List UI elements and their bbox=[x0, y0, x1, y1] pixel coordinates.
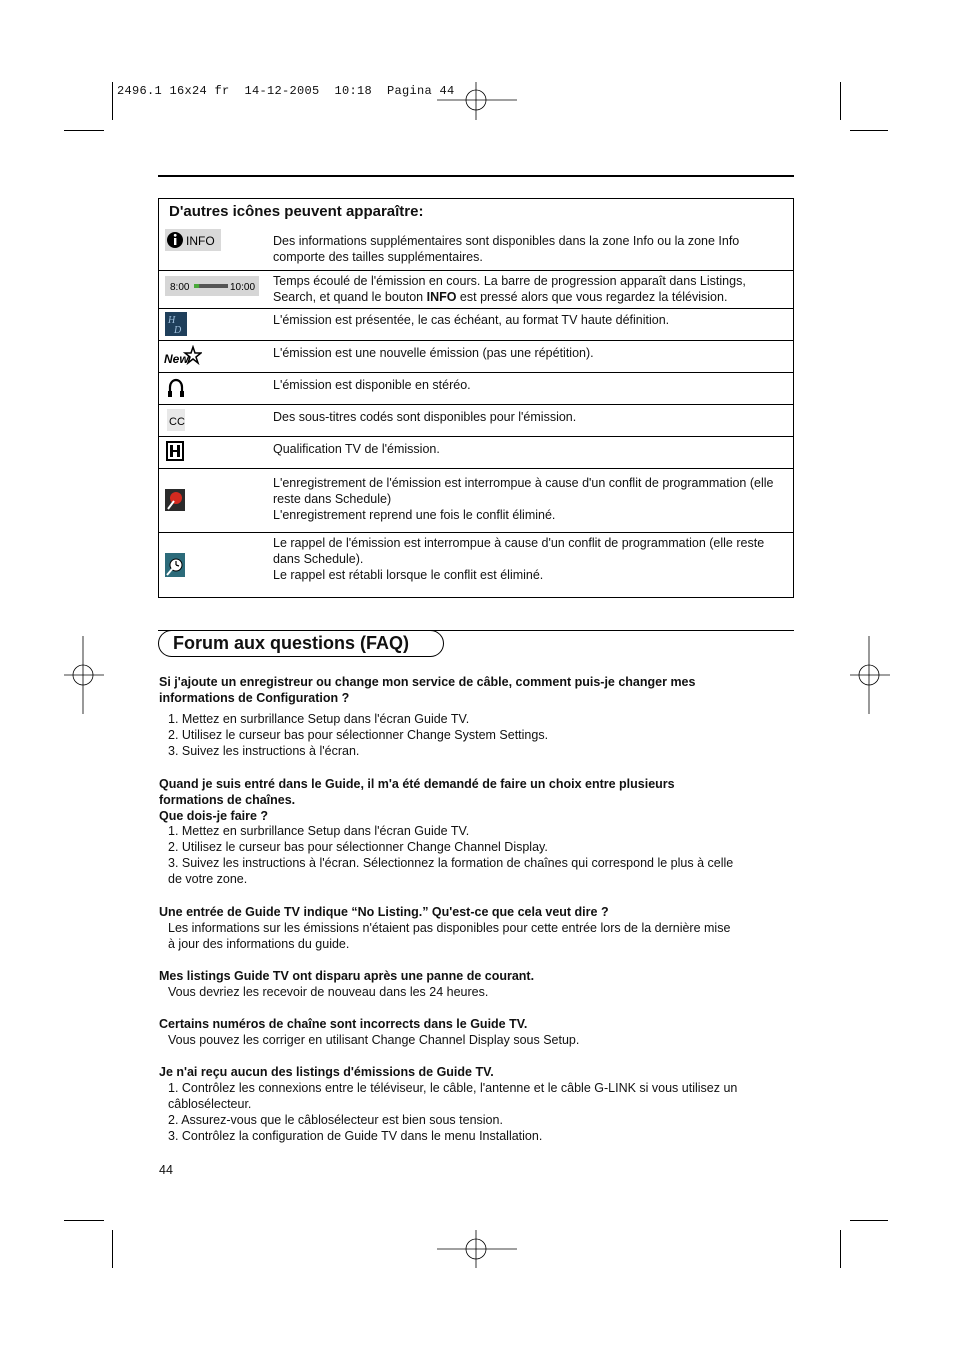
crop-mark bbox=[64, 1220, 104, 1221]
crop-mark bbox=[64, 130, 104, 131]
icon-row-text: Temps écoulé de l'émission en cours. La barre de progression apparaît dans Listings, Search, et quand le bouton INFO est pressé alors que vous regardez la télévision. bbox=[273, 274, 746, 304]
crop-mark bbox=[850, 1220, 888, 1221]
icon-row-text: Des informations supplémentaires sont disponibles dans la zone Info ou la zone Info comporte des tailles supplémentaires. bbox=[273, 234, 740, 264]
info-icon-label: INFO bbox=[186, 234, 215, 248]
registration-mark bbox=[437, 1230, 517, 1270]
faq-question: Je n'ai reçu aucun des listings d'émissions de Guide TV. bbox=[159, 1065, 494, 1079]
icon-row bbox=[159, 372, 793, 404]
icon-row-text: L'émission est disponible en stéréo. bbox=[273, 378, 471, 392]
faq-answer: 1. Contrôlez les connexions entre le téléviseur, le câble, l'antenne et le câble G-LINK si vous utilisez un câblosélecteur. 2. Assurez-vous que le câblosélecteur est bien sous tension. 3. Contrôlez la configuration de Guide TV dans le menu Installation. bbox=[168, 1081, 738, 1143]
cc-icon bbox=[167, 409, 185, 436]
reminder-conflict-icon bbox=[165, 553, 185, 582]
icon-row-text: L'émission est une nouvelle émission (pas une répétition). bbox=[273, 346, 594, 360]
top-rule bbox=[158, 175, 794, 177]
crop-mark bbox=[112, 82, 113, 120]
info-icon bbox=[165, 229, 221, 256]
icon-row bbox=[159, 270, 793, 308]
faq-answer: Vous devriez les recevoir de nouveau dans les 24 heures. bbox=[168, 985, 489, 999]
icon-row bbox=[159, 308, 793, 340]
faq-answer: Vous pouvez les corriger en utilisant Change Channel Display sous Setup. bbox=[168, 1033, 580, 1047]
crop-mark bbox=[840, 1230, 841, 1268]
icon-row-text: Le rappel de l'émission est interrompue à cause d'un conflit de programmation (elle reste dans Schedule). Le rappel est rétabli lorsque le conflit est éliminé. bbox=[273, 536, 765, 582]
progress-start-time: 8:00 bbox=[170, 282, 190, 293]
faq-question: Certains numéros de chaîne sont incorrects dans le Guide TV. bbox=[159, 1017, 528, 1031]
registration-mark bbox=[850, 636, 890, 714]
crop-mark bbox=[112, 1230, 113, 1268]
faq-question: Mes listings Guide TV ont disparu après une panne de courant. bbox=[159, 969, 535, 983]
icon-row-text: Qualification TV de l'émission. bbox=[273, 442, 440, 456]
faq-heading: Forum aux questions (FAQ) bbox=[158, 630, 444, 657]
faq-question: Quand je suis entré dans le Guide, il m'a été demandé de faire un choix entre plusieurs formations de chaînes. Que dois-je faire ? bbox=[159, 777, 675, 823]
svg-text:D: D bbox=[174, 325, 182, 336]
icon-row-text: L'enregistrement de l'émission est interrompue à cause d'un conflit de programmation (elle reste dans Schedule) L'enregistrement reprend une fois le conflit éliminé. bbox=[273, 476, 774, 522]
icon-row bbox=[159, 404, 793, 436]
icon-row bbox=[159, 227, 793, 269]
faq-question: Si j'ajoute un enregistreur ou change mon service de câble, comment puis-je changer mes informations de Configuration ? bbox=[159, 675, 696, 705]
progress-end-time: 10:00 bbox=[230, 282, 256, 293]
progress-bar-icon bbox=[165, 276, 259, 301]
icon-row bbox=[159, 436, 793, 468]
icon-row-text: L'émission est présentée, le cas échéant, au format TV haute définition. bbox=[273, 313, 670, 327]
faq-answer: 1. Mettez en surbrillance Setup dans l'écran Guide TV. 2. Utilisez le curseur bas pour sélectionner Change Channel Display. 3. Suivez les instructions à l'écran. Sélectionnez la formation de chaînes qui correspond le plus à celle de votre zone. bbox=[168, 824, 734, 886]
registration-mark bbox=[64, 636, 104, 714]
print-slug: 2496.1 16x24 fr 14-12-2005 10:18 Pagina 44 bbox=[117, 84, 455, 98]
faq-question: Une entrée de Guide TV indique “No Listing.” Qu'est-ce que cela veut dire ? bbox=[159, 905, 609, 919]
page-number: 44 bbox=[159, 1163, 173, 1177]
crop-mark bbox=[840, 82, 841, 120]
cc-icon-label: CC bbox=[169, 416, 185, 428]
stereo-headphones-icon bbox=[167, 377, 185, 404]
hd-icon bbox=[165, 312, 187, 341]
recording-conflict-icon bbox=[165, 489, 185, 516]
icons-table-title: D'autres icônes peuvent apparaître: bbox=[169, 203, 424, 220]
icon-row bbox=[159, 468, 793, 532]
svg-text:H: H bbox=[168, 315, 176, 326]
registration-mark bbox=[437, 82, 517, 122]
new-icon-label: New bbox=[164, 352, 189, 366]
faq-answer: 1. Mettez en surbrillance Setup dans l'écran Guide TV. 2. Utilisez le curseur bas pour sélectionner Change System Settings. 3. Suivez les instructions à l'écran. bbox=[168, 712, 549, 758]
icon-row-text: Des sous-titres codés sont disponibles pour l'émission. bbox=[273, 410, 577, 424]
icons-table bbox=[158, 198, 794, 598]
tv-rating-icon bbox=[166, 441, 184, 466]
icon-row bbox=[159, 532, 793, 598]
faq-answer: Les informations sur les émissions n'étaient pas disponibles pour cette entrée lors de la dernière mise à jour des informations du guide. bbox=[168, 921, 731, 951]
new-icon bbox=[164, 345, 202, 372]
crop-mark bbox=[850, 130, 888, 131]
progress-fill bbox=[194, 284, 199, 288]
icon-row bbox=[159, 340, 793, 372]
